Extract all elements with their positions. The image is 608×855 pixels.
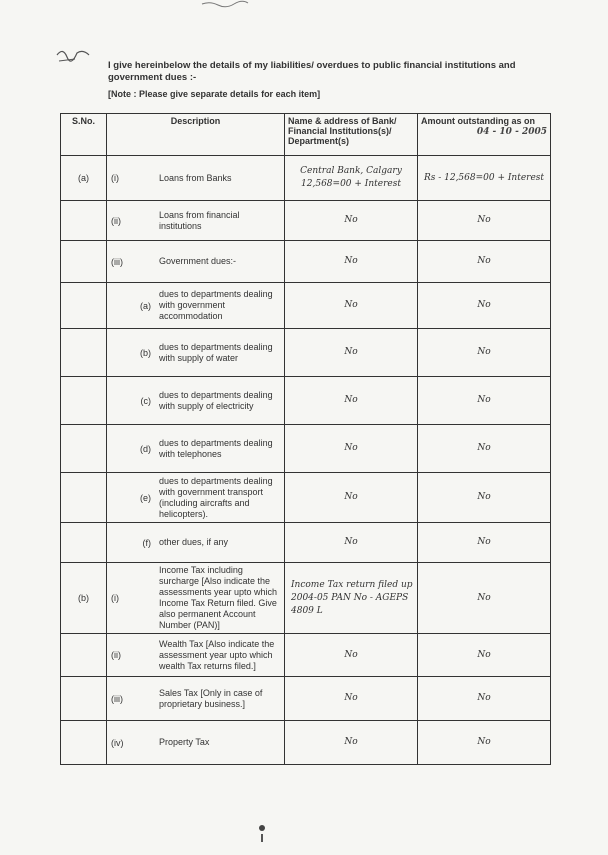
row-description-text: dues to departments dealing with telephones [159,437,273,459]
row-description-text: Loans from financial institutions [159,209,240,231]
row-amount: No [418,523,551,563]
row-description [107,377,285,425]
row-description [107,156,285,201]
row-description [107,677,285,721]
row-amount: No [418,377,551,425]
row-description [107,241,285,283]
row-name-address: No [285,241,418,283]
row-description [107,634,285,677]
row-sno: (b) [61,563,107,634]
row-amount: No [418,201,551,241]
table-row [61,425,551,473]
table-row [61,377,551,425]
row-description [107,473,285,523]
row-description-text: dues to departments dealing with government accommodation [159,289,273,321]
table-row [61,563,551,634]
row-roman-numeral: (iii) [111,256,123,267]
header-sno: S.No. [61,114,107,156]
row-amount: No [418,283,551,329]
header-amount [418,114,551,156]
margin-scribble-icon [55,45,95,65]
row-name-address: No [285,721,418,765]
row-name-address: No [285,329,418,377]
row-sub-letter: (f) [142,537,151,548]
row-description-text: Wealth Tax [Also indicate the assessment year upto which wealth Tax returns filed.] [159,638,275,671]
row-roman-numeral: (iv) [111,737,124,748]
row-amount: No [418,563,551,634]
row-amount: No [418,721,551,765]
row-sno [61,425,107,473]
row-description [107,523,285,563]
row-description [107,563,285,634]
row-amount: No [418,634,551,677]
row-name-address: No [285,201,418,241]
row-description [107,721,285,765]
row-sno [61,677,107,721]
row-sub-letter: (d) [140,443,151,454]
row-description-text: Property Tax [159,737,210,747]
row-amount: Rs - 12,568=00 + Interest [418,156,551,201]
row-description-text: Sales Tax [Only in case of proprietary business.] [159,687,263,709]
row-sno [61,523,107,563]
row-sno [61,241,107,283]
row-name-address: No [285,377,418,425]
row-sub-letter: (e) [140,492,151,503]
row-amount: No [418,241,551,283]
row-amount: No [418,473,551,523]
row-roman-numeral: (ii) [111,215,121,226]
row-name-address: No [285,283,418,329]
row-sub-letter: (b) [140,347,151,358]
top-scribble-icon [200,0,250,8]
row-sno [61,329,107,377]
row-roman-numeral: (i) [111,593,119,603]
table-row [61,241,551,283]
row-description-text: dues to departments dealing with supply of electricity [159,389,273,411]
intro-text: I give hereinbelow the details of my liabilities/ overdues to public financial institutions and government dues :- [108,60,516,83]
row-sno [61,201,107,241]
row-sno [61,377,107,425]
table-row [61,634,551,677]
row-amount: No [418,425,551,473]
row-sno [61,634,107,677]
table-row [61,721,551,765]
row-roman-numeral: (i) [111,173,119,183]
table-row [61,677,551,721]
row-sno [61,473,107,523]
row-description-text: dues to departments dealing with government transport (including aircrafts and helicopters). [159,475,273,519]
row-sno [61,721,107,765]
row-description-text: Government dues:- [159,256,237,266]
row-roman-numeral: (ii) [111,650,121,660]
row-name-address: No [285,473,418,523]
note-text: [Note : Please give separate details for each item] [108,89,321,99]
row-name-address: No [285,425,418,473]
table-row [61,283,551,329]
row-name-address: Income Tax return filed up 2004-05 PAN No - AGEPS 4809 L [285,563,418,634]
liabilities-table [60,113,551,765]
row-amount: No [418,329,551,377]
table-row [61,473,551,523]
table-header-row [61,114,551,156]
row-description-text: dues to departments dealing with supply of water [159,341,273,363]
table-row [61,201,551,241]
header-description: Description [107,114,285,156]
row-name-address: Central Bank, Calgary 12,568=00 + Interest [285,156,418,201]
row-sub-letter: (a) [140,300,151,311]
row-name-address: No [285,634,418,677]
row-description [107,283,285,329]
row-description [107,201,285,241]
row-description-text: Income Tax including surcharge [Also indicate the assessments year upto which Income Tax Return filed. Give also permanent Account Number (PAN)] [159,565,278,630]
row-sno [61,283,107,329]
row-sno: (a) [61,156,107,201]
row-name-address: No [285,677,418,721]
header-amount-label: Amount outstanding as on [421,116,535,126]
footer-mark-icon [258,822,266,844]
row-roman-numeral: (iii) [111,693,123,704]
row-amount: No [418,677,551,721]
row-description [107,329,285,377]
header-amount-date: 04 - 10 - 2005 [476,127,547,137]
table-row [61,523,551,563]
row-description-text: Loans from Banks [159,172,232,183]
header-name-address: Name & address of Bank/ Financial Institutions(s)/ Department(s) [285,114,418,156]
table-row [61,156,551,201]
row-description [107,425,285,473]
row-description-text: other dues, if any [159,537,229,547]
row-sub-letter: (c) [140,395,151,406]
table-row [61,329,551,377]
row-name-address: No [285,523,418,563]
